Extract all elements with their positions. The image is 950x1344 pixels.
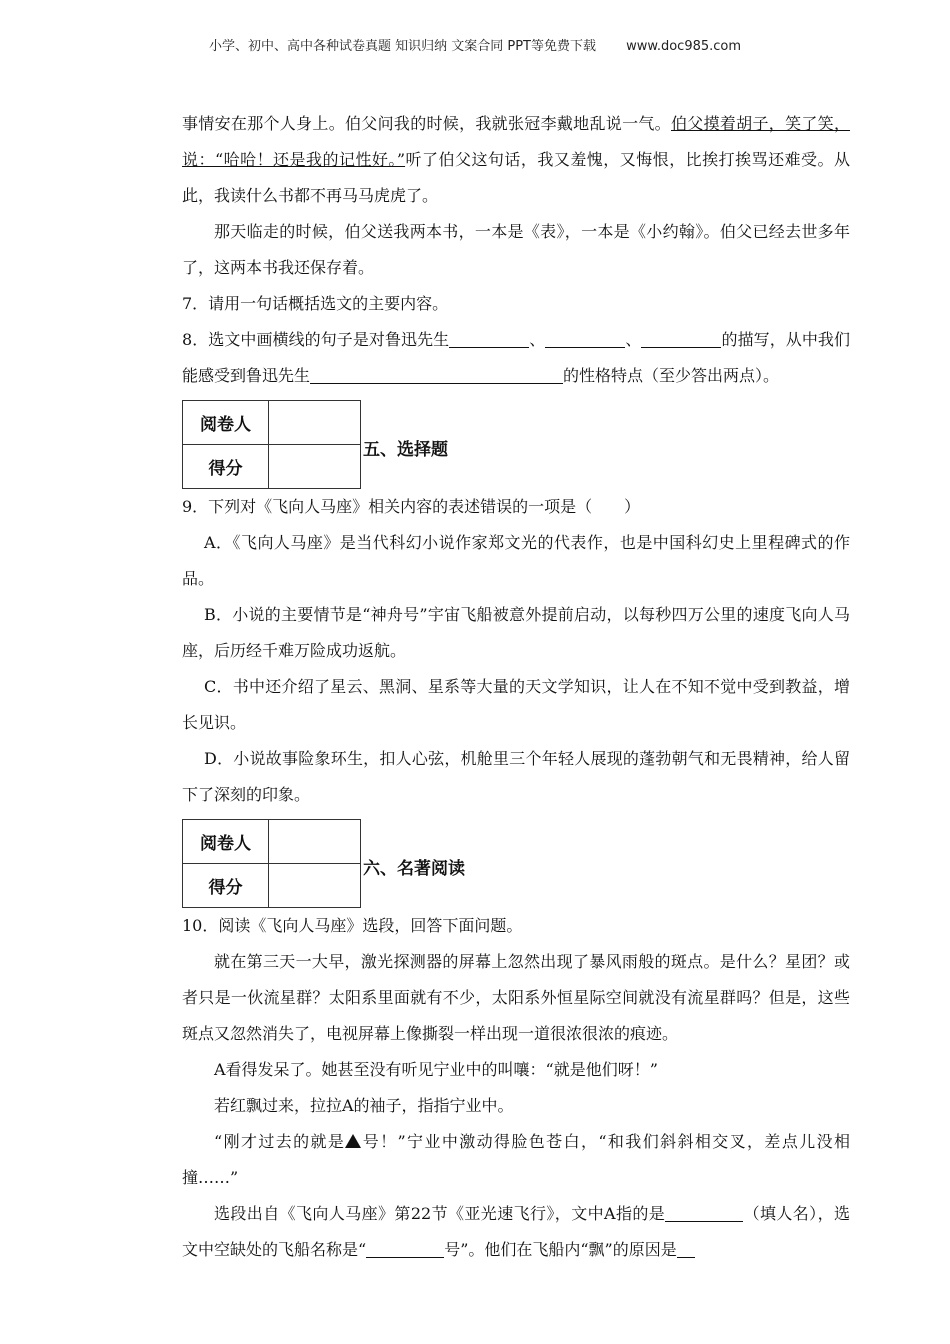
reviewer-cell[interactable] [269,820,361,864]
score-table [182,400,361,489]
passage-text: 听了伯父这句话，我又羞愧，又悔恨，比挨打挨骂还难受。从此，我读什么书都不再马马虎虎了。 [182,150,850,205]
passage-paragraph: 那天临走的时候，伯父送我两本书，一本是《表》，一本是《小约翰》。伯父已经去世多年了，这两本书我还保存着。 [182,222,850,277]
reviewer-cell[interactable] [269,401,361,445]
q8-text: 的描写，从中我们能感受到鲁迅先生 [182,330,850,385]
passage-text: 事情安在那个人身上。伯父问我的时候，我就张冠李戴地乱说一气。 [182,114,671,133]
question-8 [182,322,850,394]
answer-blank[interactable] [545,329,625,348]
option-d: D．小说故事险象环生，扣人心弦，机舱里三个年轻人展现的蓬勃朝气和无畏精神，给人留下了深刻的印象。 [182,749,850,804]
q8-text: 的性格特点（至少答出两点）。 [563,366,780,385]
reviewer-label: 阅卷人 [183,401,269,445]
excerpt-text: 号！”宁业中激动得脸色苍白，“和我们斜斜相交叉，差点儿没相撞……” [182,1132,850,1187]
question-10: 10．阅读《飞向人马座》选段，回答下面问题。 [182,916,523,935]
score-cell[interactable] [269,864,361,908]
score-box-6 [182,819,850,908]
answer-blank[interactable] [366,1239,444,1258]
q10-text: 选段出自《飞向人马座》第22节《亚光速飞行》，文中A指的是 [214,1204,666,1223]
passage-paragraph [182,106,850,214]
score-label: 得分 [183,445,269,489]
answer-blank[interactable] [449,329,529,348]
score-box-5 [182,400,850,489]
q8-sep: 、 [529,330,546,349]
q8-sep: 、 [625,330,642,349]
section-title: 五、选择题 [363,440,448,460]
score-table [182,819,361,908]
score-label: 得分 [183,864,269,908]
question-9: 9．下列对《飞向人马座》相关内容的表述错误的一项是（ ） [182,497,641,516]
option-b: B．小说的主要情节是“神舟号”宇宙飞船被意外提前启动，以每秒四万公里的速度飞向人马座，后历经千难万险成功返航。 [182,605,850,660]
option-a: A．《飞向人马座》是当代科幻小说作家郑文光的代表作，也是中国科幻史上里程碑式的作品。 [182,533,850,588]
answer-blank[interactable] [665,1203,743,1222]
reviewer-label: 阅卷人 [183,820,269,864]
triangle-blank[interactable] [345,1132,361,1151]
excerpt-paragraph: 若红飘过来，拉拉A的袖子，指指宁业中。 [214,1096,514,1115]
excerpt-paragraph [182,1124,850,1196]
answer-blank[interactable] [310,365,563,384]
answer-blank[interactable] [641,329,721,348]
triangle-icon [345,1134,361,1148]
q10-text: 号”。他们在飞船内“飘”的原因是 [444,1240,677,1259]
header-url: www.doc985.com [626,39,742,54]
score-cell[interactable] [269,445,361,489]
page-header [0,35,950,54]
question-10-prompt [182,1196,850,1268]
q8-text: 8．选文中画横线的句子是对鲁迅先生 [182,330,450,349]
excerpt-paragraph: A看得发呆了。她甚至没有听见宁业中的叫嚷：“就是他们呀！” [214,1060,658,1079]
header-text: 小学、初中、高中各种试卷真题 知识归纳 文案合同 PPT等免费下载 [208,39,596,54]
excerpt-paragraph: 就在第三天一大早，激光探测器的屏幕上忽然出现了暴风雨般的斑点。是什么？星团？或者只是一伙流星群？太阳系里面就有不少，太阳系外恒星际空间就没有流星群吗？但是，这些斑点又忽然消失了，电视屏幕上像撕裂一样出现一道很浓很浓的痕迹。 [182,952,850,1043]
option-c: C．书中还介绍了星云、黑洞、星系等大量的天文学知识，让人在不知不觉中受到教益，增长见识。 [182,677,850,732]
question-7: 7．请用一句话概括选文的主要内容。 [182,294,449,313]
underlined-sentence: 伯父摸着胡子，笑了笑，说：“哈哈！还是我的记性好。” [182,114,850,169]
section-title: 六、名著阅读 [363,859,465,879]
q10-text: （填人名），选文中空缺处的飞船名称是“ [182,1204,850,1259]
document-body [182,106,850,1268]
answer-blank[interactable] [677,1239,695,1258]
excerpt-text: “刚才过去的就是 [214,1132,346,1151]
